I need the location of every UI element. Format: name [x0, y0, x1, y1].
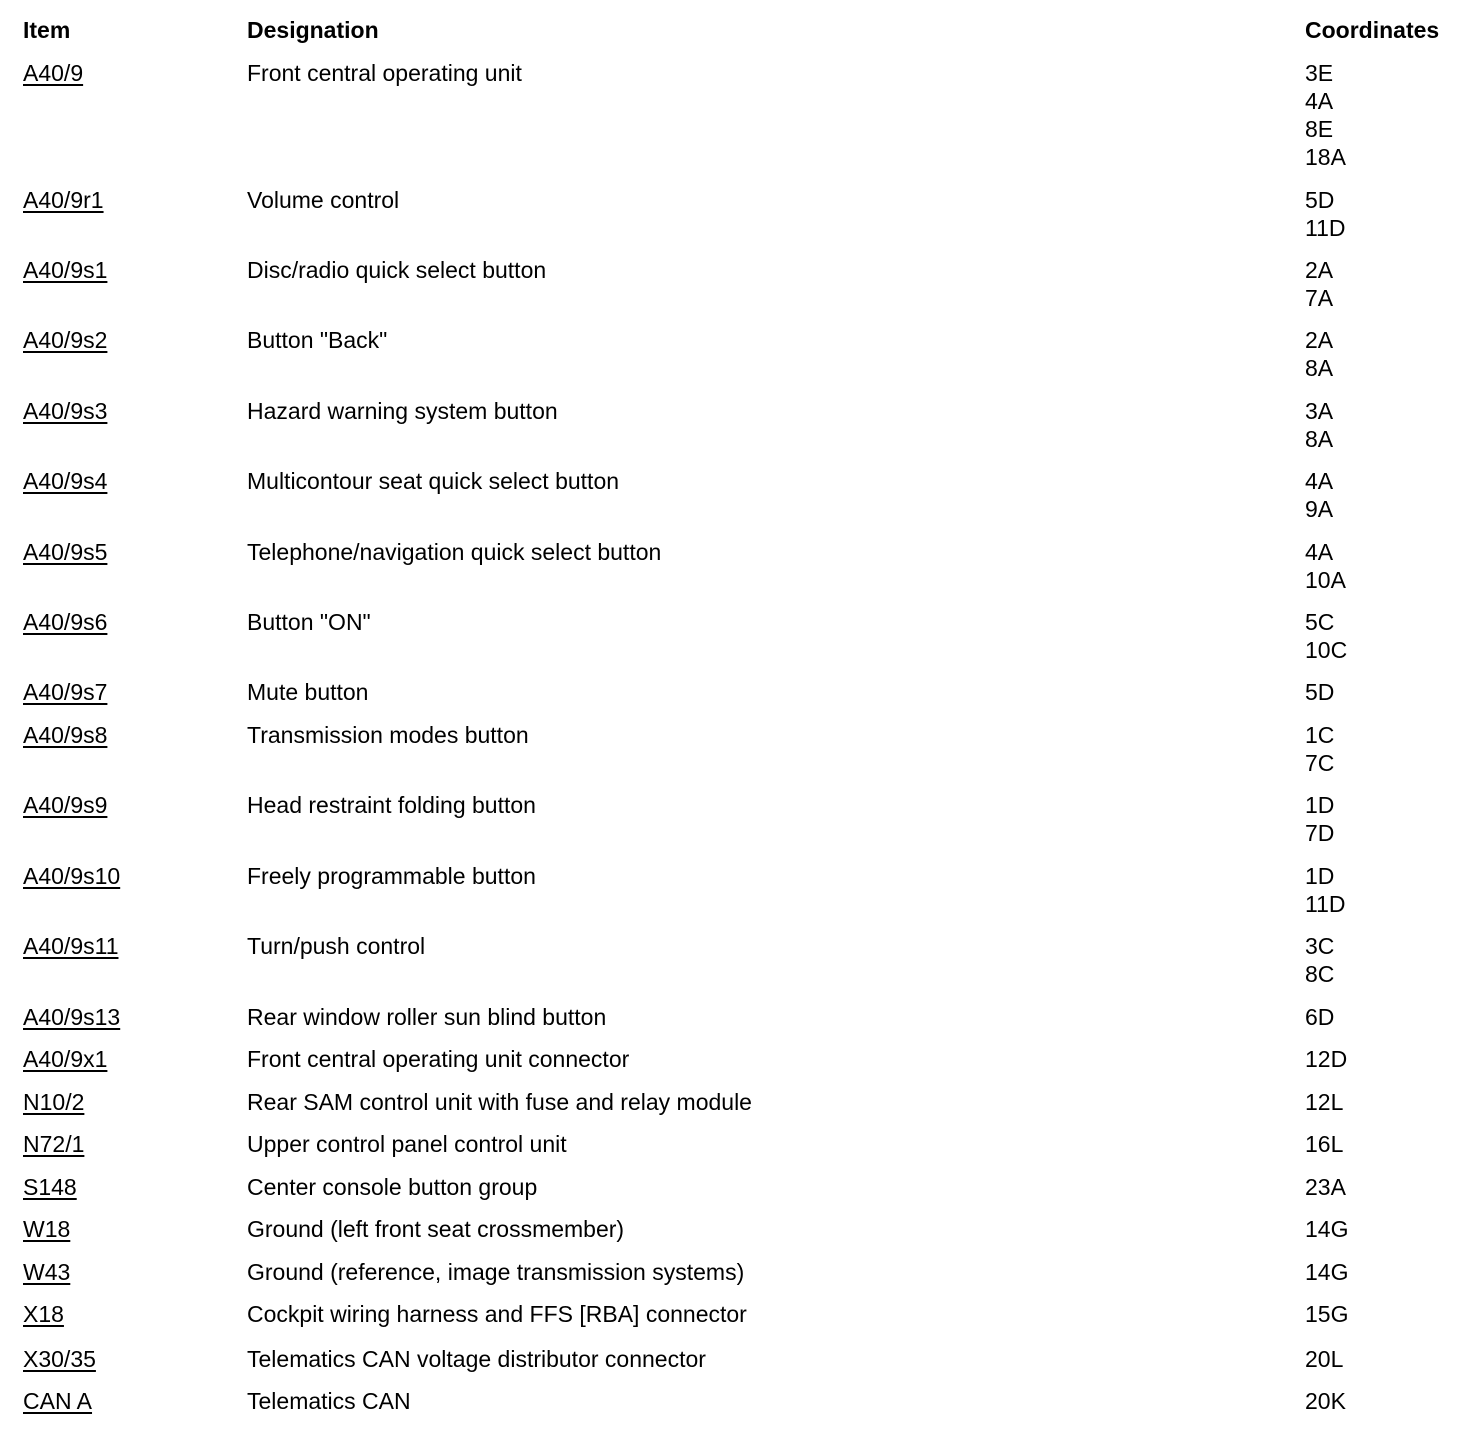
coordinates-cell [1305, 326, 1333, 382]
designation-text: Cockpit wiring harness and FFS [RBA] connector [247, 1301, 747, 1327]
designation-text: Disc/radio quick select button [247, 257, 547, 283]
item-link[interactable]: A40/9s3 [23, 398, 108, 424]
designation-text: Mute button [247, 679, 369, 705]
coordinate-value: 10A [1305, 567, 1346, 593]
item-link[interactable]: A40/9s11 [23, 933, 119, 959]
item-link[interactable]: A40/9s2 [23, 327, 108, 353]
coordinate-value: 16L [1305, 1131, 1344, 1157]
coordinates-cell [1305, 608, 1347, 664]
coordinate-value: 7C [1305, 750, 1335, 776]
coordinate-value: 2A [1305, 257, 1334, 283]
item-link[interactable]: X30/35 [23, 1346, 96, 1372]
coordinate-value: 2A [1305, 327, 1334, 353]
designation-text: Ground (reference, image transmission systems) [247, 1259, 745, 1285]
coordinate-value: 4A [1305, 539, 1334, 565]
item-link[interactable]: A40/9s7 [23, 679, 108, 705]
coordinates-cell [1305, 1215, 1348, 1243]
coordinates-cell [1305, 1003, 1334, 1031]
item-link[interactable]: A40/9x1 [23, 1046, 108, 1072]
header-item: Item [23, 17, 71, 43]
designation-text: Rear window roller sun blind button [247, 1004, 607, 1030]
designation-text: Telematics CAN voltage distributor connector [247, 1346, 706, 1372]
coordinates-cell [1305, 1300, 1348, 1328]
item-link[interactable]: A40/9s8 [23, 722, 108, 748]
designation-text: Freely programmable button [247, 863, 536, 889]
coordinates-cell [1305, 256, 1333, 312]
item-link[interactable]: A40/9s9 [23, 792, 108, 818]
coordinates-cell [1305, 862, 1346, 918]
coordinate-value: 15G [1305, 1301, 1349, 1327]
designation-text: Rear SAM control unit with fuse and relay module [247, 1089, 752, 1115]
coordinate-value: 8A [1305, 355, 1334, 381]
coordinates-cell [1305, 678, 1334, 706]
coordinate-value: 3E [1305, 60, 1334, 86]
coordinate-value: 3A [1305, 398, 1334, 424]
coordinate-value: 5C [1305, 609, 1335, 635]
designation-text: Center console button group [247, 1174, 538, 1200]
designation-text: Hazard warning system button [247, 398, 558, 424]
coordinates-cell [1305, 1173, 1346, 1201]
coordinate-value: 7D [1305, 820, 1335, 846]
item-link[interactable]: N10/2 [23, 1089, 85, 1115]
coordinate-value: 3C [1305, 933, 1335, 959]
coordinate-value: 23A [1305, 1174, 1346, 1200]
designation-text: Ground (left front seat crossmember) [247, 1216, 625, 1242]
designation-text: Volume control [247, 187, 400, 213]
coordinate-value: 9A [1305, 496, 1334, 522]
coordinates-cell [1305, 1258, 1348, 1286]
item-link[interactable]: A40/9s1 [23, 257, 108, 283]
item-link[interactable]: N72/1 [23, 1131, 85, 1157]
coordinate-value: 6D [1305, 1004, 1335, 1030]
designation-text: Multicontour seat quick select button [247, 468, 620, 494]
item-link[interactable]: A40/9s4 [23, 468, 108, 494]
designation-text: Front central operating unit [247, 60, 522, 86]
coordinate-value: 4A [1305, 468, 1334, 494]
coordinate-value: 20L [1305, 1346, 1344, 1372]
coordinate-value: 14G [1305, 1259, 1349, 1285]
coordinates-cell [1305, 791, 1334, 847]
designation-text: Upper control panel control unit [247, 1131, 567, 1157]
coordinate-value: 7A [1305, 285, 1334, 311]
designation-text: Button "ON" [247, 609, 371, 635]
designation-text: Turn/push control [247, 933, 426, 959]
coordinates-cell [1305, 59, 1346, 171]
designation-text: Head restraint folding button [247, 792, 536, 818]
coordinate-value: 14G [1305, 1216, 1349, 1242]
designation-text: Telephone/navigation quick select button [247, 539, 662, 565]
coordinate-value: 11D [1305, 215, 1346, 241]
coordinate-value: 8C [1305, 961, 1335, 987]
item-link[interactable]: A40/9s13 [23, 1004, 121, 1030]
coordinate-value: 8E [1305, 116, 1334, 142]
designation-text: Front central operating unit connector [247, 1046, 630, 1072]
coordinates-cell [1305, 1130, 1343, 1158]
item-link[interactable]: W18 [23, 1216, 71, 1242]
coordinate-value: 18A [1305, 144, 1346, 170]
item-link[interactable]: A40/9 [23, 60, 84, 86]
coordinate-value: 12L [1305, 1089, 1344, 1115]
designation-text: Button "Back" [247, 327, 388, 353]
item-link[interactable]: A40/9s10 [23, 863, 121, 889]
coordinates-cell [1305, 397, 1333, 453]
coordinates-cell [1305, 1045, 1347, 1073]
item-link[interactable]: CAN A [23, 1388, 93, 1414]
coordinates-cell [1305, 932, 1334, 988]
coordinate-value: 4A [1305, 88, 1334, 114]
coordinate-value: 1C [1305, 722, 1335, 748]
item-link[interactable]: S148 [23, 1174, 77, 1200]
coordinate-value: 10C [1305, 637, 1348, 663]
item-link[interactable]: A40/9s6 [23, 609, 108, 635]
coordinate-value: 1D [1305, 792, 1335, 818]
header-designation: Designation [247, 17, 379, 43]
coordinate-value: 12D [1305, 1046, 1348, 1072]
coordinates-cell [1305, 1387, 1346, 1415]
designation-text: Transmission modes button [247, 722, 529, 748]
coordinate-value: 5D [1305, 679, 1335, 705]
coordinate-value: 1D [1305, 863, 1335, 889]
item-link[interactable]: X18 [23, 1301, 64, 1327]
coordinate-value: 11D [1305, 891, 1346, 917]
coordinate-value: 20K [1305, 1388, 1346, 1414]
designation-text: Telematics CAN [247, 1388, 411, 1414]
coordinate-value: 8A [1305, 426, 1334, 452]
coordinates-cell [1305, 1088, 1343, 1116]
coordinate-value: 5D [1305, 187, 1335, 213]
coordinates-cell [1305, 467, 1333, 523]
coordinates-cell [1305, 538, 1346, 594]
header-coordinates: Coordinates [1305, 17, 1440, 43]
item-link[interactable]: A40/9r1 [23, 187, 104, 213]
coordinates-cell [1305, 186, 1346, 242]
coordinates-cell [1305, 1345, 1343, 1373]
item-link[interactable]: A40/9s5 [23, 539, 108, 565]
item-link[interactable]: W43 [23, 1259, 71, 1285]
coordinates-cell [1305, 721, 1334, 777]
